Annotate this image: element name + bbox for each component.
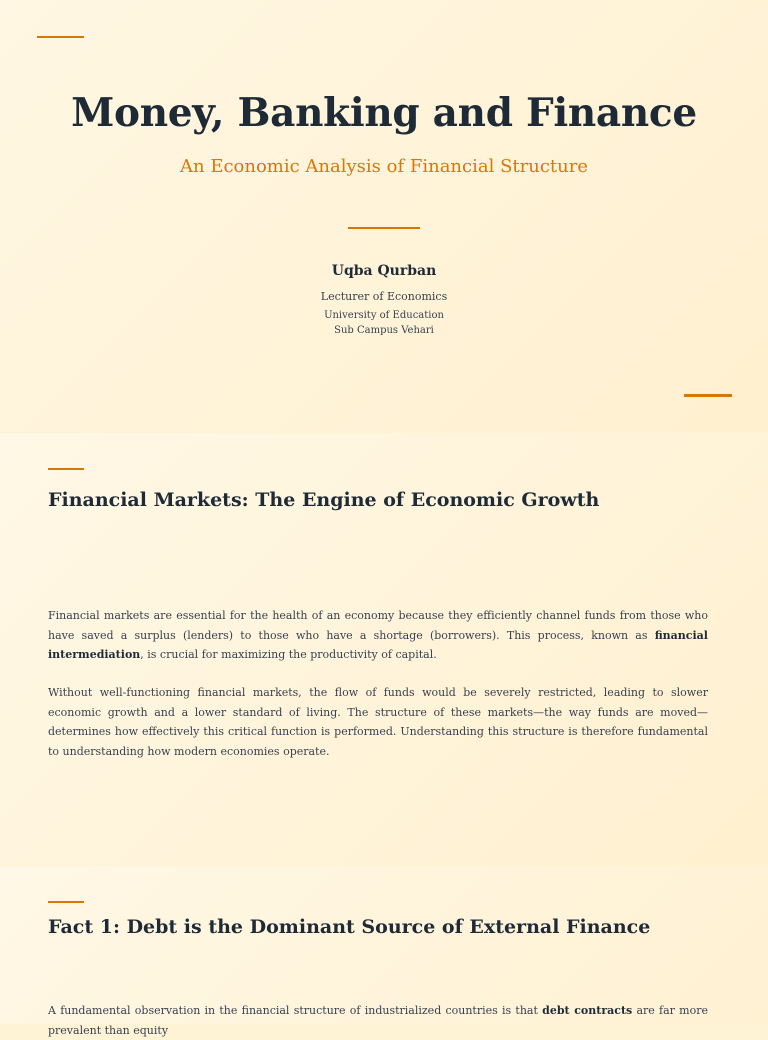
accent-line-bottom-right bbox=[684, 394, 732, 397]
section-accent-line bbox=[48, 901, 84, 903]
section-slide-fact-1 bbox=[0, 866, 768, 1037]
section-slide-financial-markets bbox=[0, 433, 768, 865]
author-role: Lecturer of Economics bbox=[320, 290, 448, 303]
section-paragraph-1 bbox=[48, 606, 708, 665]
presentation-title: Money, Banking and Finance bbox=[71, 90, 697, 136]
section-heading: Financial Markets: The Engine of Economic Growth bbox=[48, 489, 600, 511]
section-paragraph-2: Without well-functioning financial markets, the flow of funds would be severely restricted, leading to slower economic growth and a lower standard of living. The structure of these markets—the way funds are moved—determines how effectively this critical function is performed. Understanding this structure is therefore fundamental to understanding how modern economies operate. bbox=[48, 686, 708, 758]
paragraph-text: Financial markets are essential for the health of an economy because they efficiently channel funds from those who have saved a surplus (lenders) to those who have a shortage (borrowers). This process, known as bbox=[48, 609, 708, 642]
emphasis-financial-intermediation: financial intermediation bbox=[48, 628, 708, 661]
author-name: Uqba Qurban bbox=[331, 263, 437, 279]
paragraph-text: , is crucial for maximizing the productivity of capital. bbox=[140, 648, 437, 661]
presentation-subtitle: An Economic Analysis of Financial Structure bbox=[180, 156, 588, 177]
section-heading: Fact 1: Debt is the Dominant Source of External Finance bbox=[48, 916, 651, 938]
accent-line-top-left bbox=[37, 36, 84, 38]
author-campus: Sub Campus Vehari bbox=[334, 325, 434, 336]
author-institution: University of Education bbox=[324, 310, 444, 321]
title-slide bbox=[0, 0, 768, 432]
section-paragraph-1 bbox=[48, 1001, 708, 1040]
emphasis-debt-contracts: debt contracts bbox=[542, 1004, 633, 1017]
accent-divider bbox=[348, 227, 420, 229]
paragraph-text: are far more prevalent than equity bbox=[48, 1004, 708, 1037]
paragraph-text: A fundamental observation in the financial structure of industrialized countries is that bbox=[48, 1004, 543, 1017]
section-accent-line bbox=[48, 468, 84, 470]
